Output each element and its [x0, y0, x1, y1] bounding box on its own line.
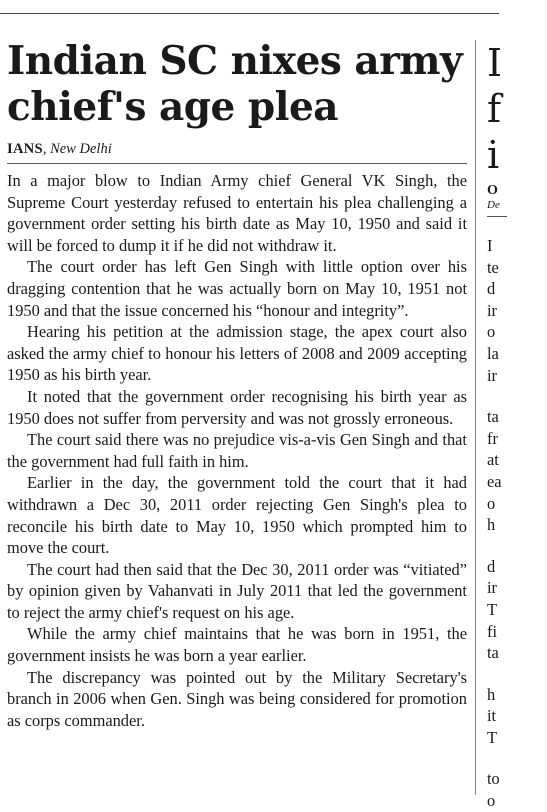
column-rule [475, 40, 476, 795]
adjacent-body-line: o [487, 322, 496, 342]
adjacent-body-line [487, 748, 547, 768]
top-rule [0, 13, 499, 14]
adjacent-body-line: te [487, 257, 499, 277]
adjacent-headline [487, 40, 547, 178]
adjacent-headline-line: i [487, 133, 500, 177]
article-paragraph: It noted that the government order recognising his birth year as 1950 does not suffer from perversity and was not grossly erroneous. [7, 386, 467, 428]
article-byline [7, 140, 467, 158]
adjacent-headline-line: f [487, 87, 502, 131]
article-paragraph: Earlier in the day, the government told the court that it had withdrawn a Dec 30, 2011 order rejecting Gen Singh's plea to reconcile his birth date to May 10, 1950 which prompted him to move the court. [7, 473, 467, 558]
adjacent-body-line: it [487, 706, 497, 726]
article-paragraph: In a major blow to Indian Army chief General VK Singh, the Supreme Court yesterday refused to entertain his plea challenging a government order setting his birth date as May 10, 1950 and said it will be forced to dump it if he did not withdraw it. [7, 171, 467, 255]
adjacent-body-line: T [487, 599, 498, 619]
adjacent-body-line: ir [487, 365, 498, 385]
adjacent-body-line: fi [487, 621, 498, 641]
adjacent-article-column [487, 40, 547, 812]
adjacent-body-line: ta [487, 407, 499, 427]
adjacent-body-line: d [487, 556, 496, 576]
adjacent-body-line: to [487, 769, 500, 789]
article-paragraph: While the army chief maintains that he was born in 1951, the government insists he was born a year earlier. [7, 624, 467, 666]
article-paragraph: The court had then said that the Dec 30, 2011 order was “vitiated” by opinion given by Vahanvati in July 2011 that led the government to reject the army chief's request on his age. [7, 559, 467, 622]
adjacent-body [487, 235, 547, 812]
adjacent-body-line: h [487, 515, 496, 535]
article-body [7, 170, 467, 731]
adjacent-headline-line: I [487, 41, 503, 85]
adjacent-body-line [487, 536, 547, 556]
adjacent-body-line: fr [487, 428, 498, 448]
news-article [7, 38, 467, 731]
byline-location: New Delhi [50, 141, 112, 157]
adjacent-body-line: T [487, 727, 498, 747]
adjacent-location: De [487, 199, 500, 211]
adjacent-byline-rule [487, 216, 507, 217]
article-paragraph: The court order has left Gen Singh with little option over his dragging contention that he was actually born on May 10, 1951 not 1950 and that the issue concerned his “honour and integrity”. [7, 257, 467, 320]
byline-rule [7, 163, 467, 164]
adjacent-body-line: la [487, 343, 499, 363]
adjacent-body-line: o [487, 493, 496, 513]
adjacent-byline: O [487, 183, 498, 198]
adjacent-body-line [487, 664, 547, 684]
adjacent-body-line: ir [487, 578, 498, 598]
article-paragraph: The court said there was no prejudice vis-a-vis Gen Singh and that the government had full faith in him. [7, 430, 467, 471]
byline-separator: , [42, 141, 51, 157]
adjacent-body-line: ir [487, 300, 498, 320]
adjacent-body-line: o [487, 791, 496, 811]
article-headline: Indian SC nixes army chief's age plea [7, 38, 463, 130]
adjacent-body-line: at [487, 450, 499, 470]
byline-agency: IANS [7, 141, 43, 157]
adjacent-body-line: h [487, 684, 496, 704]
article-paragraph: The discrepancy was pointed out by the Military Secretary's branch in 2006 when Gen. Singh was being considered for promotion as corps commander. [7, 667, 467, 730]
adjacent-body-line [487, 386, 547, 406]
adjacent-body-line: ea [487, 471, 502, 491]
adjacent-body-line: ta [487, 643, 499, 663]
article-paragraph: Hearing his petition at the admission stage, the apex court also asked the army chief to honour his letters of 2008 and 2009 accepting 1950 as his birth year. [7, 322, 467, 385]
adjacent-body-line: I [487, 236, 493, 255]
adjacent-body-line: d [487, 279, 496, 299]
